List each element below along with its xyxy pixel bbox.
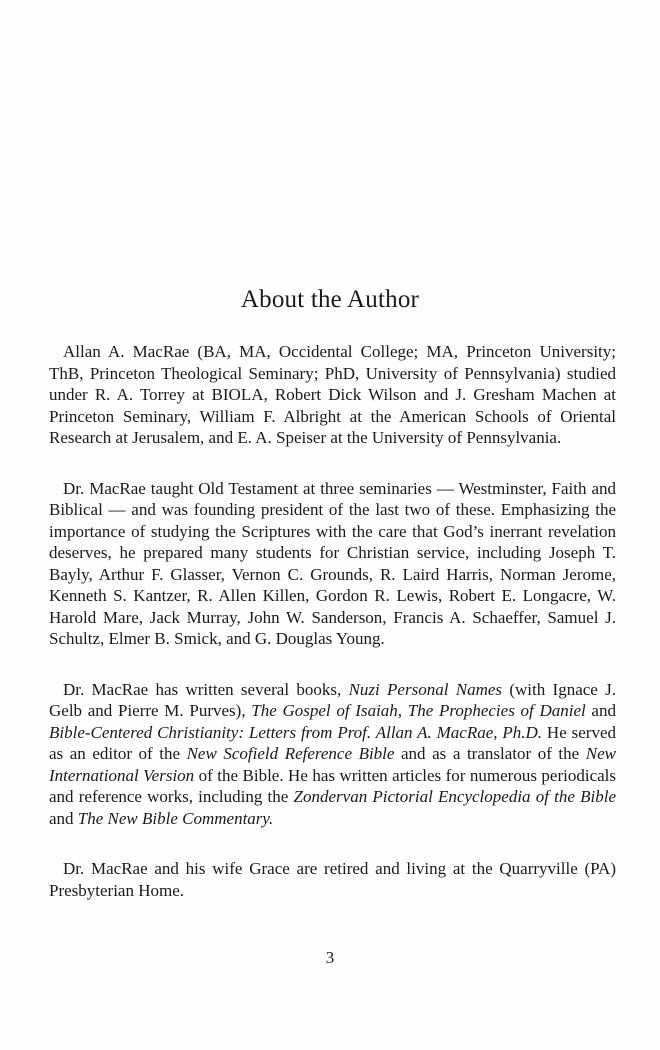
paragraph-text: of the Bible. He has written articles for numerous periodicals and reference works, including the: [49, 765, 616, 806]
paragraph-text: and: [585, 701, 616, 720]
italic-title-text: New Scofield Reference Bible: [186, 744, 395, 763]
bio-paragraph-education: [49, 341, 616, 449]
author-bio: [49, 341, 616, 930]
bio-paragraph-publications: [49, 679, 616, 830]
italic-title-text: The New Bible Commentary.: [77, 808, 274, 828]
bio-paragraph-retirement: [49, 858, 616, 901]
paragraph-text: (with Ignace J. Gelb and Pierre M. Purves),: [49, 679, 617, 720]
bio-paragraph-teaching: [49, 478, 616, 650]
italic-title-text: The Gospel of Isaiah, The Prophecies of Daniel: [251, 701, 586, 720]
italic-title-text: Nuzi Personal Names: [348, 679, 503, 699]
italic-title-text: Zondervan Pictorial Encyclopedia of the Bible: [293, 787, 616, 806]
paragraph-text: and: [49, 808, 78, 828]
italic-title-text: New International Version: [49, 744, 616, 785]
page-number: 3: [325, 948, 335, 967]
paragraph-text: Allan A. MacRae (BA, MA, Occidental College; MA, Princeton University; ThB, Princeton Theological Seminary; PhD, University of Pennsylvania) studied under R. A. Torrey at BIOLA, Robert Dick Wilson and J. Gresham Machen at Princeton Seminary, William F. Albright at the American Schools of Oriental Research at Jerusalem, and E. A. Speiser at the University of Pennsylvania.: [49, 342, 616, 447]
paragraph-text: Dr. MacRae has written several books,: [63, 679, 349, 699]
paragraph-text: and as a translator of the: [394, 744, 586, 763]
page-title: About the Author: [240, 286, 420, 313]
paragraph-text: Dr. MacRae taught Old Testament at three seminaries — Westminster, Faith and Biblical — and was founding president of the last two of these. Emphasizing the importance of studying the Scriptures with the care that God’s inerrant revelation deserves, he prepared many students for Christian service, including Joseph T. Bayly, Arthur F. Glasser, Vernon C. Grounds, R. Laird Harris, Norman Jerome, Kenneth S. Kantzer, R. Allen Killen, Gordon R. Lewis, Robert E. Longacre, W. Harold Mare, Jack Murray, John W. Sanderson, Francis A. Schaeffer, Samuel J. Schultz, Elmer B. Smick, and G. Douglas Young.: [49, 478, 616, 648]
italic-title-text: Bible-Centered Christianity: Letters from Prof. Allan A. MacRae, Ph.D.: [49, 722, 543, 742]
paragraph-text: He served as an editor of the: [49, 722, 616, 763]
paragraph-text: Dr. MacRae and his wife Grace are retired and living at the Quarryville (PA) Presbyterian Home.: [49, 859, 616, 900]
